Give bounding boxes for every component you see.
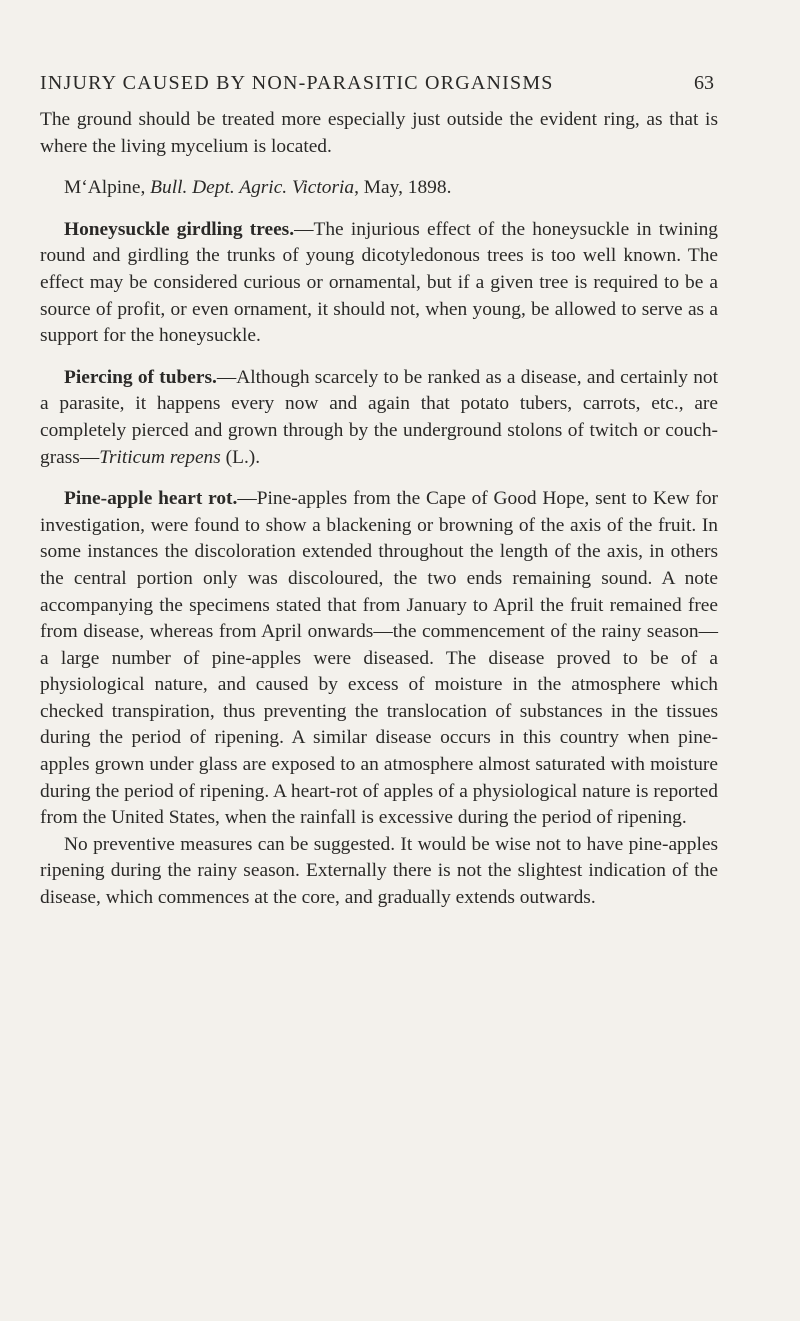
section-heading: Piercing of tubers. xyxy=(64,366,217,388)
citation-source: Bull. Dept. Agric. Victoria xyxy=(150,177,355,199)
section-honeysuckle xyxy=(40,217,718,350)
page-number: 63 xyxy=(694,72,714,94)
section-body: —The injurious effect of the honeysuckle in twining round and girdling the trunks of young dicotyledonous trees is too well known. The effect may be considered curious or ornamental, but if a given tree is required to be a source of profit, or even ornament, it should not, when young, be allowed to serve as a support for the honeysuckle. xyxy=(40,218,718,347)
section-piercing-tubers xyxy=(40,365,718,471)
species-name: Triticum repens xyxy=(99,446,221,468)
section-heading: Pine-apple heart rot. xyxy=(64,488,238,510)
running-head xyxy=(40,72,718,95)
citation-mcalpine xyxy=(40,175,718,202)
paragraph-mycelium-ring xyxy=(40,107,718,160)
paragraph-text: No preventive measures can be suggested. It would be wise not to have pine-apples ripening during the rainy season. Externally there is not the slightest indication of the disease, which commences at the core, and gradually extends outwards. xyxy=(40,833,718,909)
running-title: INJURY CAUSED BY NON-PARASITIC ORGANISMS xyxy=(40,72,554,94)
section-body: —Pine-apples from the Cape of Good Hope, sent to Kew for investigation, were found to show a blackening or browning of the axis of the fruit. In some instances the discoloration extended throughout the length of the axis, in others the central portion only was discoloured, the two ends remaining sound. A note accompanying the specimens stated that from January to April the fruit remained free from disease, whereas from April onwards—the commencement of the rainy season—a large number of pine-apples were diseased. The disease proved to be of a physiological nature, and caused by excess of moisture in the atmosphere which checked transpiration, thus preventing the translocation of substances in the tissues during the period of ripening. A similar disease occurs in this country when pine-apples grown under glass are exposed to an atmosphere almost saturated with moisture during the period of ripening. A heart-rot of apples of a physiological nature is reported from the United States, when the rainfall is excessive during the period of ripening. xyxy=(40,488,718,829)
paragraph-text: The ground should be treated more especially just outside the evident ring, as that is where the living mycelium is located. xyxy=(40,109,718,157)
section-heading: Honeysuckle girdling trees. xyxy=(64,218,295,240)
section-pineapple-heart-rot xyxy=(40,486,718,832)
paragraph-preventive-measures xyxy=(40,832,718,912)
section-body: —Although scarcely to be ranked as a disease, and certainly not a parasite, it happens every now and again that potato tubers, carrots, etc., are completely pierced and grown through by the underground stolons of twitch or couch-grass— xyxy=(40,366,718,468)
citation-author: M‘Alpine, xyxy=(64,177,151,199)
citation-date: , May, 1898. xyxy=(354,177,452,199)
section-body-tail: (L.). xyxy=(220,446,261,468)
